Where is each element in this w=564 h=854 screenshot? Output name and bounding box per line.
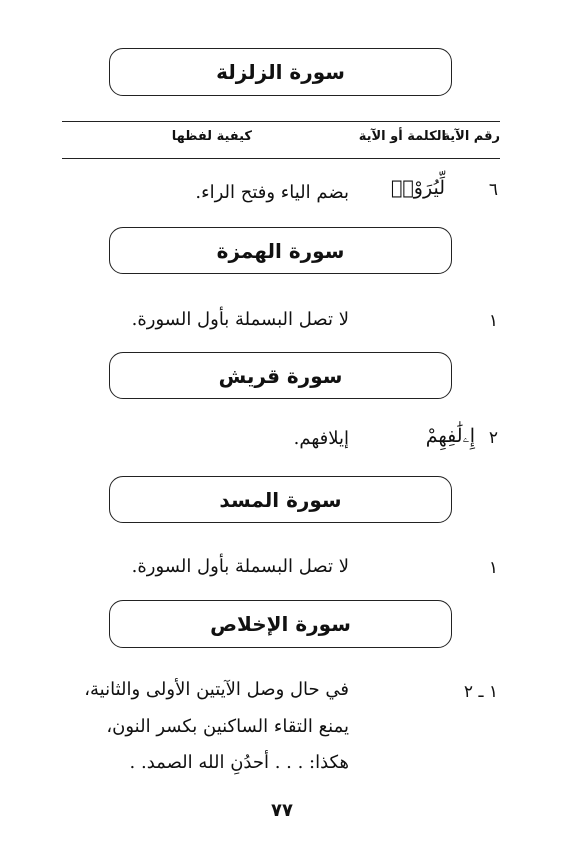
verse-number: ١ ـ ٢ [463,682,498,702]
column-header-verse-number: رقم الآية [442,129,500,144]
surah-title-masad: سورة المسد [109,476,452,523]
header-top-rule [62,121,500,122]
verse-number: ١ [488,558,498,578]
header-bottom-rule [62,158,500,159]
pronunciation-line: هكذا: . . . أحدُنِ الله الصمد. . [129,752,349,773]
verse-number: ١ [488,311,498,331]
pronunciation-text: إيلافهم. [293,428,349,449]
verse-number: ٢ [488,428,498,448]
surah-title-humaza: سورة الهمزة [109,227,452,274]
pronunciation-text: لا تصل البسملة بأول السورة. [131,556,349,577]
pronunciation-text: لا تصل البسملة بأول السورة. [131,309,349,330]
surah-title-zalzala: سورة الزلزلة [109,48,452,96]
surah-title-ikhlas: سورة الإخلاص [109,600,452,648]
column-header-word: الكلمة أو الآية [358,129,446,144]
column-header-pronunciation: كيفية لفظها [171,129,252,144]
quran-word: لِّيُرَوْا۟ [391,177,445,199]
surah-title-quraysh: سورة قريش [109,352,452,399]
verse-number: ٦ [488,180,498,200]
pronunciation-line: في حال وصل الآيتين الأولى والثانية، [84,679,349,700]
quran-word: إِۦلَٰفِهِمْ [425,425,475,447]
pronunciation-line: يمنع التقاء الساكنين بكسر النون، [106,716,349,737]
pronunciation-text: بضم الياء وفتح الراء. [195,182,349,203]
page-number: ٧٧ [271,800,293,821]
